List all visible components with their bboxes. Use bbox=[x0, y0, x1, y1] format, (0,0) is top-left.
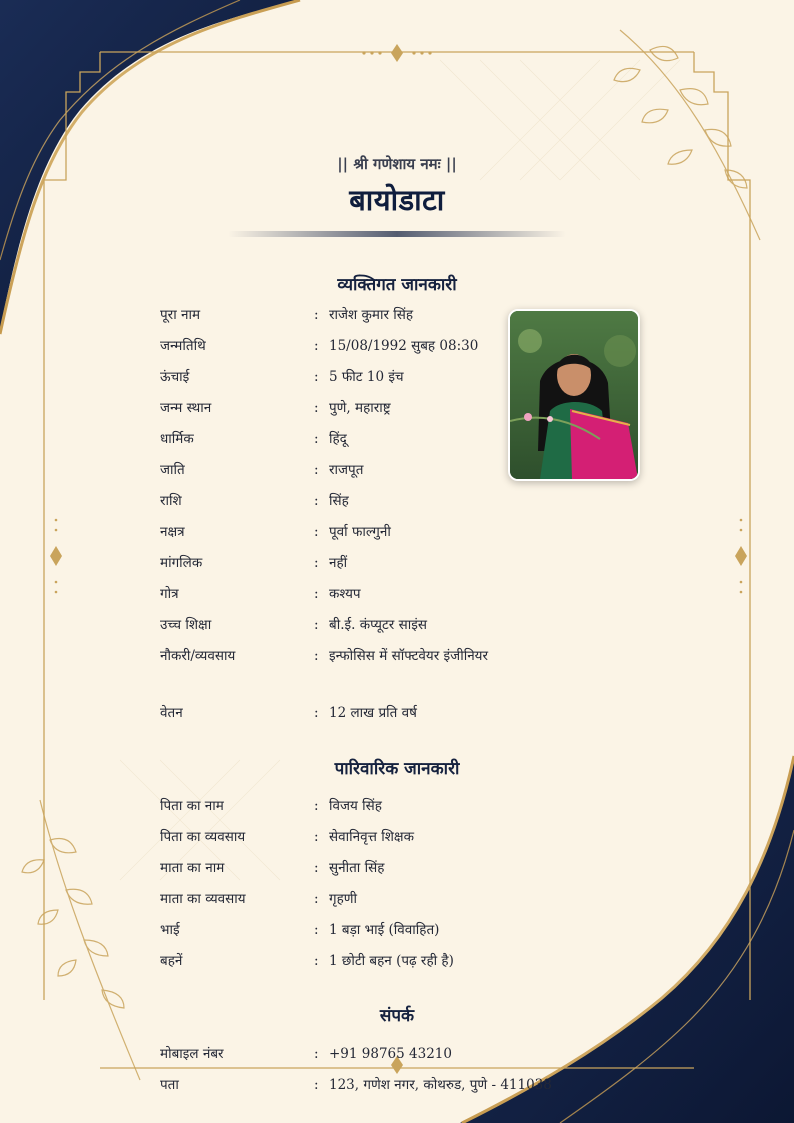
page-title: बायोडाटा bbox=[349, 183, 445, 217]
row-label: पता bbox=[160, 1077, 179, 1093]
row-separator: : bbox=[314, 1077, 319, 1093]
row-value: इन्फोसिस में सॉफ्टवेयर इंजीनियर bbox=[329, 648, 489, 664]
row-value: कश्यप bbox=[329, 586, 361, 602]
row-label: बहनें bbox=[160, 953, 183, 969]
row-label: नक्षत्र bbox=[160, 524, 185, 540]
row-separator: : bbox=[314, 829, 319, 845]
row-label: जन्मतिथि bbox=[160, 338, 206, 354]
row-label: माता का नाम bbox=[160, 860, 225, 876]
row-separator: : bbox=[314, 798, 319, 814]
row-separator: : bbox=[314, 891, 319, 907]
row-separator: : bbox=[314, 953, 319, 969]
row-value: बी.ई. कंप्यूटर साइंस bbox=[329, 617, 427, 633]
family-section-heading: पारिवारिक जानकारी bbox=[334, 759, 460, 779]
personal-section-heading: व्यक्तिगत जानकारी bbox=[337, 275, 457, 295]
row-value: राजपूत bbox=[329, 462, 364, 478]
row-label: धार्मिक bbox=[160, 431, 194, 447]
row-label: उच्च शिक्षा bbox=[160, 617, 212, 633]
row-value: सुनीता सिंह bbox=[329, 860, 385, 876]
row-value: 5 फीट 10 इंच bbox=[329, 369, 404, 385]
row-value: पूर्वा फाल्गुनी bbox=[329, 524, 391, 540]
row-value: पुणे, महाराष्ट्र bbox=[329, 400, 391, 416]
row-label: मांगलिक bbox=[160, 555, 203, 571]
row-label: पिता का नाम bbox=[160, 798, 224, 814]
row-value: 123, गणेश नगर, कोथरुड, पुणे - 411038 bbox=[329, 1077, 552, 1093]
contact-section-heading: संपर्क bbox=[379, 1006, 415, 1026]
profile-photo bbox=[508, 309, 640, 481]
row-value: गृहणी bbox=[329, 891, 358, 907]
row-label: मोबाइल नंबर bbox=[160, 1046, 224, 1062]
row-separator: : bbox=[314, 338, 319, 354]
row-separator: : bbox=[314, 860, 319, 876]
row-value: नहीं bbox=[329, 555, 348, 571]
row-value: राजेश कुमार सिंह bbox=[329, 307, 414, 323]
row-label: पूरा नाम bbox=[160, 307, 201, 323]
row-value: 12 लाख प्रति वर्ष bbox=[329, 705, 417, 721]
row-value: हिंदू bbox=[329, 431, 347, 447]
row-separator: : bbox=[314, 648, 319, 664]
row-separator: : bbox=[314, 524, 319, 540]
row-label: ऊंचाई bbox=[160, 369, 190, 385]
row-value: 15/08/1992 सुबह 08:30 bbox=[329, 338, 479, 354]
row-label: माता का व्यवसाय bbox=[160, 891, 246, 907]
row-separator: : bbox=[314, 1046, 319, 1062]
row-value: सेवानिवृत्त शिक्षक bbox=[329, 829, 414, 845]
row-value: 1 बड़ा भाई (विवाहित) bbox=[329, 922, 440, 938]
row-label: पिता का व्यवसाय bbox=[160, 829, 246, 845]
row-value: सिंह bbox=[329, 493, 349, 509]
row-label: नौकरी/व्यवसाय bbox=[160, 648, 236, 664]
row-label: गोत्र bbox=[160, 586, 179, 602]
row-value: 1 छोटी बहन (पढ़ रही है) bbox=[329, 953, 454, 969]
row-value: +91 98765 43210 bbox=[329, 1046, 452, 1062]
row-label: राशि bbox=[160, 493, 182, 509]
row-label: जन्म स्थान bbox=[160, 400, 212, 416]
row-separator: : bbox=[314, 586, 319, 602]
row-separator: : bbox=[314, 705, 319, 721]
row-label: वेतन bbox=[160, 705, 183, 721]
title-divider bbox=[228, 231, 566, 237]
row-separator: : bbox=[314, 617, 319, 633]
row-separator: : bbox=[314, 369, 319, 385]
row-separator: : bbox=[314, 400, 319, 416]
portrait-image bbox=[510, 311, 638, 479]
row-label: भाई bbox=[160, 922, 180, 938]
row-separator: : bbox=[314, 462, 319, 478]
row-separator: : bbox=[314, 307, 319, 323]
row-separator: : bbox=[314, 555, 319, 571]
row-separator: : bbox=[314, 431, 319, 447]
row-label: जाति bbox=[160, 462, 185, 478]
row-separator: : bbox=[314, 922, 319, 938]
row-value: विजय सिंह bbox=[329, 798, 382, 814]
row-separator: : bbox=[314, 493, 319, 509]
ganesh-mantra: || श्री गणेशाय नमः || bbox=[337, 155, 457, 173]
